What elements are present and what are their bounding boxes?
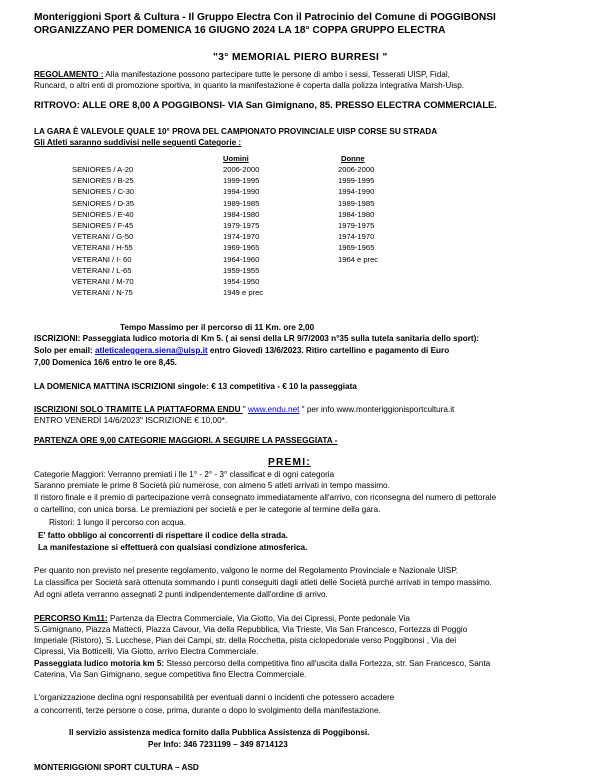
email-link[interactable]: atleticaleggera.siena@uisp.it xyxy=(94,346,208,355)
assistenza-medica: Il servizio assistenza medica fornito dalla Pubblica Assistenza di Poggibonsi. xyxy=(69,728,370,737)
category-name: SENIORES / C-30 xyxy=(72,187,135,197)
premi-line4: o cartellino, con unica borsa. Le premiazioni per società e per le categorie al termine della gara. xyxy=(34,505,381,514)
percorso-line4: Cipressi, Via Botticelli, Via Giotto, arrivo Electra Commerciale. xyxy=(34,647,259,656)
premi-ristori: Ristori: 1 lungo il percorso con acqua. xyxy=(49,518,186,527)
category-name: VETERANI / I- 60 xyxy=(72,254,132,264)
category-men-years: 1979-1975 xyxy=(223,221,260,230)
footer-asd: MONTERIGGIONI SPORT CULTURA – ASD xyxy=(34,763,199,772)
percorso-line3: Imperiale (Ristoro), S. Lucchese, Pian dei Campi, str. della Rocchetta, pista ciclopedonale verso Poggibonsi , Via dei xyxy=(34,636,457,645)
category-men-years: 2006-2000 xyxy=(223,165,260,174)
email-suffix: entro Giovedì 13/6/2023. Ritiro cartellino e pagamento di Euro xyxy=(207,346,450,355)
category-name: VETERANI / H-55 xyxy=(72,243,133,253)
ritrovo: RITROVO: ALLE ORE 8,00 A POGGIBONSI- VIA San Gimignano, 85. PRESSO ELECTRA COMMERCIALE. xyxy=(34,99,497,110)
regolamento-line2: Runcard, o altri enti di promozione sportiva, in quanto la manifestazione è coperta dalla polizza integrativa Marsh-Uisp. xyxy=(34,81,465,90)
category-men-years: 1984-1980 xyxy=(223,209,260,219)
header-donne: Donne xyxy=(341,154,365,163)
header-event-title: ORGANIZZANO PER DOMENICA 16 GIUGNO 2024 LA 18° COPPA GRUPPO ELECTRA xyxy=(34,25,446,36)
endu-line2: ENTRO VENERDÌ 14/6/2023" ISCRIZIONE € 10,00*. xyxy=(34,416,228,425)
category-women-years: 2006-2000 xyxy=(338,165,375,174)
regolamento-label: REGOLAMENTO : xyxy=(34,70,104,79)
endu-line1 xyxy=(34,405,454,415)
header-organizers: Monteriggioni Sport & Cultura - Il Gruppo Electra Con il Patrocinio del Comune di POGGIBONSI xyxy=(34,12,496,23)
domenica-iscrizioni: LA DOMENICA MATTINA ISCRIZIONI singole: € 13 competitiva - € 10 la passeggiata xyxy=(34,382,357,391)
header-uomini: Uomini xyxy=(223,154,249,163)
endu-prefix: ISCRIZIONI SOLO TRAMITE LA PIATTAFORMA ENDU xyxy=(34,405,243,414)
category-name: SENIORES / A-20 xyxy=(72,165,134,174)
category-men-years: 1959-1955 xyxy=(223,265,260,275)
category-name: SENIORES / D-35 xyxy=(72,198,135,208)
norme-line1: Per quanto non previsto nel presente regolamento, valgono le norme del Regolamento Provinciale e Nazionale UISP. xyxy=(34,566,459,575)
norme-line2: La classifica per Società sarà ottenuta sommando i punti conseguiti dagli atleti delle Società purché arrivati in tempo massimo. xyxy=(34,578,492,587)
premi-title: PREMI: xyxy=(268,457,311,468)
endu-link[interactable]: www.endu.net xyxy=(247,405,300,414)
regolamento-line1 xyxy=(34,70,450,80)
category-men-years: 1989-1985 xyxy=(223,198,260,208)
partenza: PARTENZA ORE 9,00 CATEGORIE MAGGIORI. A SEGUIRE LA PASSEGGIATA - xyxy=(34,436,338,445)
category-women-years: 1989-1985 xyxy=(338,198,375,208)
memorial-title: "3° MEMORIAL PIERO BURRESI " xyxy=(213,52,388,63)
norme-line3: Ad ogni atleta verranno assegnati 2 punti indipendentemente dall'ordine di arrivo. xyxy=(34,590,328,599)
category-women-years: 1964 e prec xyxy=(338,254,379,264)
category-women-years: 1984-1980 xyxy=(338,209,375,219)
endu-quote: " xyxy=(242,405,248,414)
category-men-years: 1994-1990 xyxy=(223,187,260,197)
premi-line2: Saranno premiate le prime 8 Società più numerose, con almeno 5 atleti arrivati in tempo massimo. xyxy=(34,481,390,490)
category-men-years: 1954-1950 xyxy=(223,277,260,286)
category-men-years: 1949 e prec xyxy=(223,288,264,298)
iscrizioni-line3: 7,00 Domenica 16/6 entro le ore 8,45. xyxy=(34,358,177,367)
endu-suffix: " per info www.monteriggionisportcultura.it xyxy=(299,405,455,414)
category-men-years: 1964-1960 xyxy=(223,254,260,264)
percorso-text1: Partenza da Electra Commerciale, Via Giotto, Via dei Cipressi, Ponte pedonale Via xyxy=(107,614,410,623)
tempo-massimo: Tempo Massimo per il percorso di 11 Km. ore 2,00 xyxy=(120,323,315,332)
regolamento-text: Alla manifestazione possono partecipare tutte le persone di ambo i sessi, Tesserati UISP, Fidal, xyxy=(103,70,450,79)
category-name: SENIORES / F-45 xyxy=(72,221,134,230)
responsabilita-line2: a concorrenti, terze persone o cose, prima, durante o dopo lo svolgimento della manifestazione. xyxy=(34,706,381,715)
premi-line3: Il ristoro finale e il premio di partecipazione verrà consegnato immediatamente all'arrivo, con riconsegna del numero di pettorale xyxy=(34,493,497,502)
category-women-years: 1999-1995 xyxy=(338,176,375,186)
iscrizioni-line1: ISCRIZIONI: Passeggiata ludico motoria di Km 5. ( ai sensi della LR 9/7/2003 n°35 sulla tutela sanitaria dello sport): xyxy=(34,334,480,343)
percorso-line1 xyxy=(34,614,410,624)
category-name: SENIORES / E-40 xyxy=(72,209,134,219)
category-women-years: 1969-1965 xyxy=(338,243,375,253)
email-prefix: Solo per email: xyxy=(34,346,95,355)
category-women-years: 1994-1990 xyxy=(338,187,375,197)
category-women-years: 1979-1975 xyxy=(338,221,375,230)
category-name: SENIORES / B-25 xyxy=(72,176,134,186)
category-men-years: 1969-1965 xyxy=(223,243,260,253)
iscrizioni-line2 xyxy=(34,346,449,356)
category-name: VETERANI / G-50 xyxy=(72,232,134,242)
percorso-label: PERCORSO Km11: xyxy=(34,614,108,623)
gara-line2: Gli Atleti saranno suddivisi nelle seguenti Categorie : xyxy=(34,138,242,147)
category-name: VETERANI / N-75 xyxy=(72,288,133,298)
info-phones: Per Info: 346 7231199 – 349 8714123 xyxy=(148,740,288,749)
premi-codice-strada: E' fatto obbligo ai concorrenti di rispettare il codice della strada. xyxy=(38,531,288,540)
category-women-years: 1974-1970 xyxy=(338,232,375,242)
ludico-line1 xyxy=(34,659,490,669)
gara-line1: LA GARA È VALEVOLE QUALE 10° PROVA DEL CAMPIONATO PROVINCIALE UISP CORSE SU STRADA xyxy=(34,127,438,136)
category-name: VETERANI / L-65 xyxy=(72,265,132,275)
category-men-years: 1974-1970 xyxy=(223,232,260,242)
premi-condizioni: La manifestazione si effettuerà con qualsiasi condizione atmosferica. xyxy=(38,543,308,552)
ludico-line2: Caterina, Via San Gimignano, segue competitiva fino Electra Commerciale. xyxy=(34,670,307,679)
percorso-line2: S.Gimignano, Piazza Mattecti, Piazza Cavour, Via della Repubblica, Via Trieste, Via San Francesco, Fortezza di Poggio xyxy=(34,625,468,634)
category-name: VETERANI / M-70 xyxy=(72,277,134,286)
premi-line1: Categorie Maggiori: Verranno premiati i lle 1° - 2° - 3° classificat e di ogni categoria xyxy=(34,470,335,479)
category-men-years: 1999-1995 xyxy=(223,176,260,186)
ludico-text1: Stesso percorso della competitiva fino all'uscita dalla Fortezza, str. San Francesco, Santa xyxy=(164,659,491,668)
ludico-label: Passeggiata ludico motoria km 5: xyxy=(34,659,165,668)
responsabilita-line1: L'organizzazione declina ogni responsabilità per eventuali danni o incidenti che potessero accadere xyxy=(34,693,395,702)
